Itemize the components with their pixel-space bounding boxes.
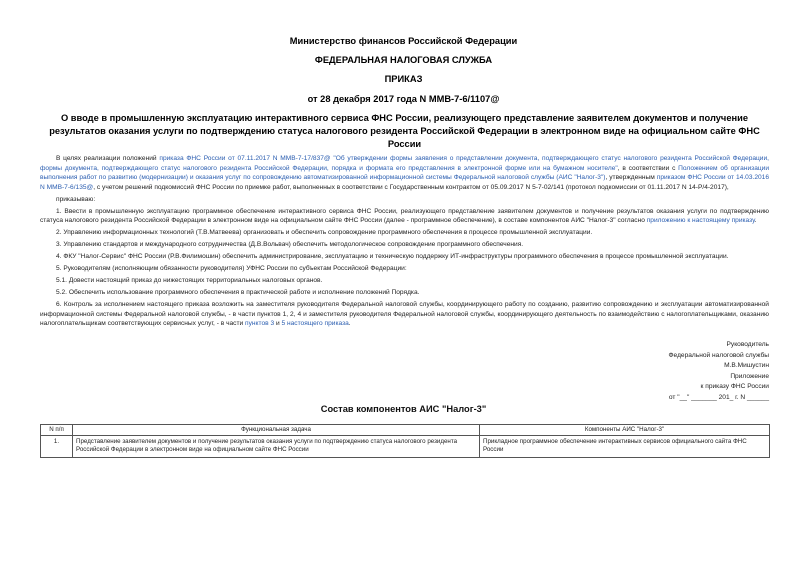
item-1-text: 1. Ввести в промышленную эксплуатацию программное обеспечение интерактивного сервиса ФНС России, реализующего представление заявителем документов и получение результатов оказания услуги по подтверждению статуса налогового резидента Российской Федерации в электронном виде на официальном сайте ФНС России (далее - программное обеспечение), в составе компонентов АИС "Налог-3" согласно: [40, 207, 769, 224]
column-header-components: Компоненты АИС "Налог-3": [480, 425, 770, 436]
item-6-end: .: [348, 320, 351, 327]
item-6: [40, 300, 769, 329]
preamble-text-1: В целях реализации положений: [56, 155, 160, 162]
item-5-2: 5.2. Обеспечить использование программного обеспечения в практической работе и исполнение положений Порядка.: [56, 289, 420, 296]
item-6-and: и: [274, 320, 282, 327]
order-135-link[interactable]: приказом ФНС России от 14.03.2016 N ММВ-7-6/135@: [40, 174, 769, 191]
preamble-text-4: , с учетом решений подкомиссий ФНС России по приемке работ, выполненных в соответствии с Государственным контрактом от 05.09.2017 N 5-7-02/141 (протокол подкомиссии от 01.11.2017 N 14-Р/4-2017),: [93, 183, 729, 191]
item-3-link[interactable]: пунктов 3: [245, 320, 275, 327]
document-date-number: от 28 декабря 2017 года N ММВ-7-6/1107@: [307, 94, 500, 104]
components-title: Состав компонентов АИС "Налог-3": [320, 404, 487, 414]
document-body: [40, 154, 769, 329]
components-table: [40, 424, 770, 458]
item-1-end: .: [754, 217, 757, 224]
item-4: 4. ФКУ "Налог-Сервис" ФНС России (Р.В.Филимошин) обеспечить администрирование, эксплуатацию и техническую поддержку ИТ-инфраструктуры программного обеспечения в процессе промышленной эксплуатации.: [56, 253, 729, 260]
preamble-paragraph: [40, 154, 769, 192]
regulation-link[interactable]: Положением об организации выполнения работ по развитию (модернизации) и оказания услуг по сопровождению автоматизированной информационной системы Федеральной налоговой службы (АИС "Налог-3"): [40, 164, 770, 181]
appendix-reference: к приказу ФНС России: [700, 383, 769, 391]
service-heading: ФЕДЕРАЛЬНАЯ НАЛОГОВАЯ СЛУЖБА: [314, 55, 493, 65]
preamble-text-2: , в соответствии с: [617, 164, 679, 172]
column-header-number: N п/п: [41, 425, 73, 436]
document-type: ПРИКАЗ: [384, 74, 423, 84]
item-1: [40, 207, 769, 226]
table-header-row: [41, 425, 770, 436]
signature-block: [569, 340, 769, 404]
signature-position: Руководитель: [726, 341, 769, 348]
item-5: 5. Руководителям (исполняющим обязанности руководителя) УФНС России по субъектам Российской Федерации:: [56, 265, 407, 272]
item-2: 2. Управлению информационных технологий (Т.В.Матвеева) организовать и обеспечить сопровождение программного обеспечения в процессе промышленной эксплуатации.: [56, 229, 593, 236]
appendix-date-blank: от "__" _______ 201_ г. N ______: [668, 393, 769, 401]
item-6-text: 6. Контроль за исполнением настоящего приказа возложить на заместителя руководителя Федеральной налоговой службы, координирующего работу по созданию, развитию сопровождению и эксплуатации автоматизированной информационной системы Федеральной налоговой службы, - в части пунктов 1, 2, 4 и заместителя руководителя Федеральной налоговой службы, координирующего деятельность по взаимодействию с налогоплательщиками, оказанию налогоплательщикам соответствующих сервисных услуг, - в части: [40, 301, 769, 327]
ministry-heading: Министерство финансов Российской Федерации: [289, 36, 518, 46]
order-837-link[interactable]: приказа ФНС России от 07.11.2017 N ММВ-7-17/837@ "Об утверждении формы заявления о представлении документа, подтверждающего статус налогового резидента Российской Федерации, формы документа, подтверждающего статус налогового резидента Российской Федерации, порядка и формата его представления в электронной форме или на бумажном носителе": [40, 155, 770, 172]
item-5-1: 5.1. Довести настоящий приказ до нижестоящих территориальных налоговых органов.: [56, 277, 323, 284]
row-number: 1.: [41, 436, 73, 458]
appendix-link[interactable]: приложению к настоящему приказу: [646, 217, 755, 224]
order-word: приказываю:: [56, 195, 96, 203]
row-task: Представление заявителем документов и получение результатов оказания услуги по подтверждению статуса налогового резидента Российской Федерации в электронном виде на официальном сайте ФНС России: [73, 436, 480, 458]
signature-name: М.В.Мишустин: [724, 362, 769, 370]
preamble-text-3: , утвержденным: [605, 174, 657, 181]
appendix-label: Приложение: [730, 372, 769, 380]
column-header-task: Функциональная задача: [73, 425, 480, 436]
item-5-link[interactable]: 5 настоящего приказа: [281, 320, 349, 327]
signature-organization: Федеральной налоговой службы: [668, 351, 769, 359]
document-title: О вводе в промышленную эксплуатацию интерактивного сервиса ФНС России, реализующего представление заявителем документов и получение результатов оказания услуги по подтверждению статуса налогового резидента Российской Федерации в электронном виде на официальном сайте ФНС России: [49, 113, 760, 149]
item-3: 3. Управлению стандартов и международного сотрудничества (Д.В.Вольвач) обеспечить методологическое сопровождение программного обеспечения.: [56, 241, 524, 248]
row-component: Прикладное программное обеспечение интерактивных сервисов официального сайта ФНС России: [480, 436, 770, 458]
table-row: [41, 436, 770, 458]
